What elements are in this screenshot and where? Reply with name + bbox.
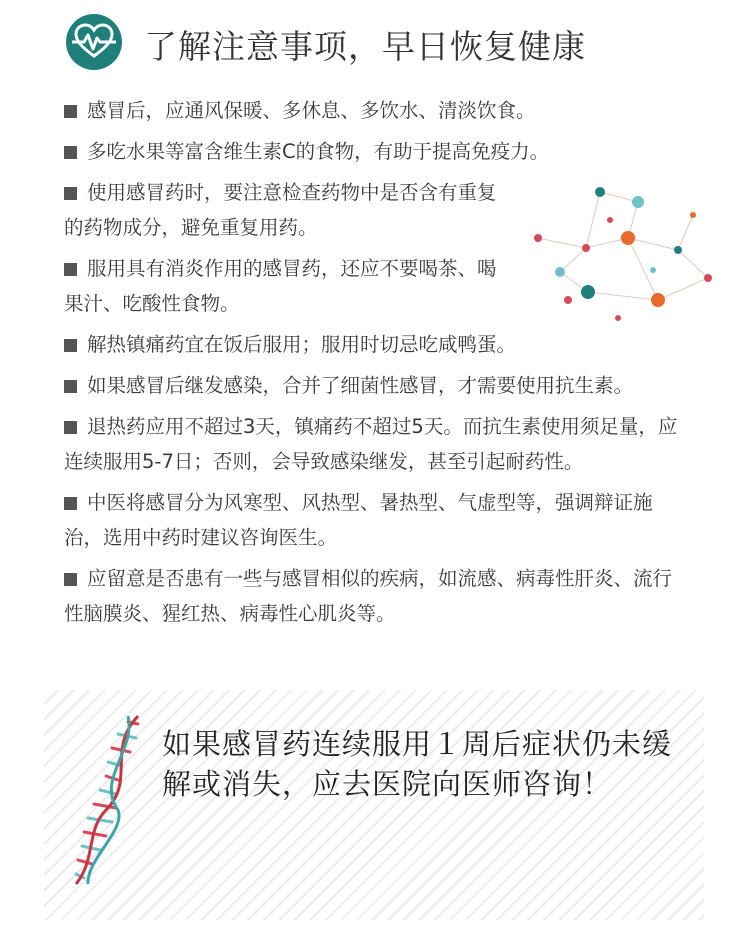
- tip-text: 解热镇痛药宜在饭后服用；服用时切忌吃咸鸭蛋。: [87, 333, 517, 356]
- list-item: [64, 175, 504, 245]
- footer-note-text: 如果感冒药连续服用１周后症状仍未缓解或消失，应去医院向医师咨询！: [162, 727, 673, 801]
- heartbeat-icon: [66, 14, 122, 70]
- list-item: [64, 561, 684, 631]
- bullet-icon: [64, 380, 77, 393]
- tips-list: [64, 93, 684, 637]
- footer-note-panel: [44, 690, 704, 920]
- page-title: 了解注意事项，早日恢复健康: [144, 27, 586, 66]
- list-item: [64, 251, 504, 321]
- bullet-icon: [64, 497, 77, 510]
- tip-text: 如果感冒后继发感染，合并了细菌性感冒，才需要使用抗生素。: [87, 374, 634, 397]
- bullet-icon: [64, 421, 77, 434]
- list-item: [64, 409, 684, 479]
- bullet-icon: [64, 105, 77, 118]
- bullet-icon: [64, 573, 77, 586]
- bullet-icon: [64, 187, 77, 200]
- list-item: [64, 327, 684, 362]
- list-item: [64, 134, 684, 169]
- list-item: [64, 485, 684, 555]
- dna-icon: [66, 710, 156, 890]
- tip-text: 中医将感冒分为风寒型、风热型、暑热型、气虚型等，强调辩证施治，选用中药时建议咨询医生。: [64, 491, 653, 549]
- molecule-network-icon: [528, 180, 718, 330]
- tip-text: 感冒后，应通风保暖、多休息、多饮水、清淡饮食。: [87, 99, 536, 122]
- bullet-icon: [64, 146, 77, 159]
- list-item: [64, 93, 684, 128]
- tip-text: 使用感冒药时，要注意检查药物中是否含有重复的药物成分，避免重复用药。: [64, 181, 497, 239]
- bullet-icon: [64, 339, 77, 352]
- header: [52, 8, 712, 78]
- tip-text: 应留意是否患有一些与感冒相似的疾病，如流感、病毒性肝炎、流行性脑膜炎、猩红热、病毒性心肌炎等。: [64, 567, 673, 625]
- tip-text: 退热药应用不超过3天，镇痛药不超过5天。而抗生素使用须足量，应连续服用5-7日；否则，会导致感染继发，甚至引起耐药性。: [64, 415, 678, 473]
- tip-text: 服用具有消炎作用的感冒药，还应不要喝茶、喝果汁、吃酸性食物。: [64, 257, 497, 315]
- bullet-icon: [64, 263, 77, 276]
- tip-text: 多吃水果等富含维生素C的食物，有助于提高免疫力。: [87, 140, 550, 163]
- list-item: [64, 368, 684, 403]
